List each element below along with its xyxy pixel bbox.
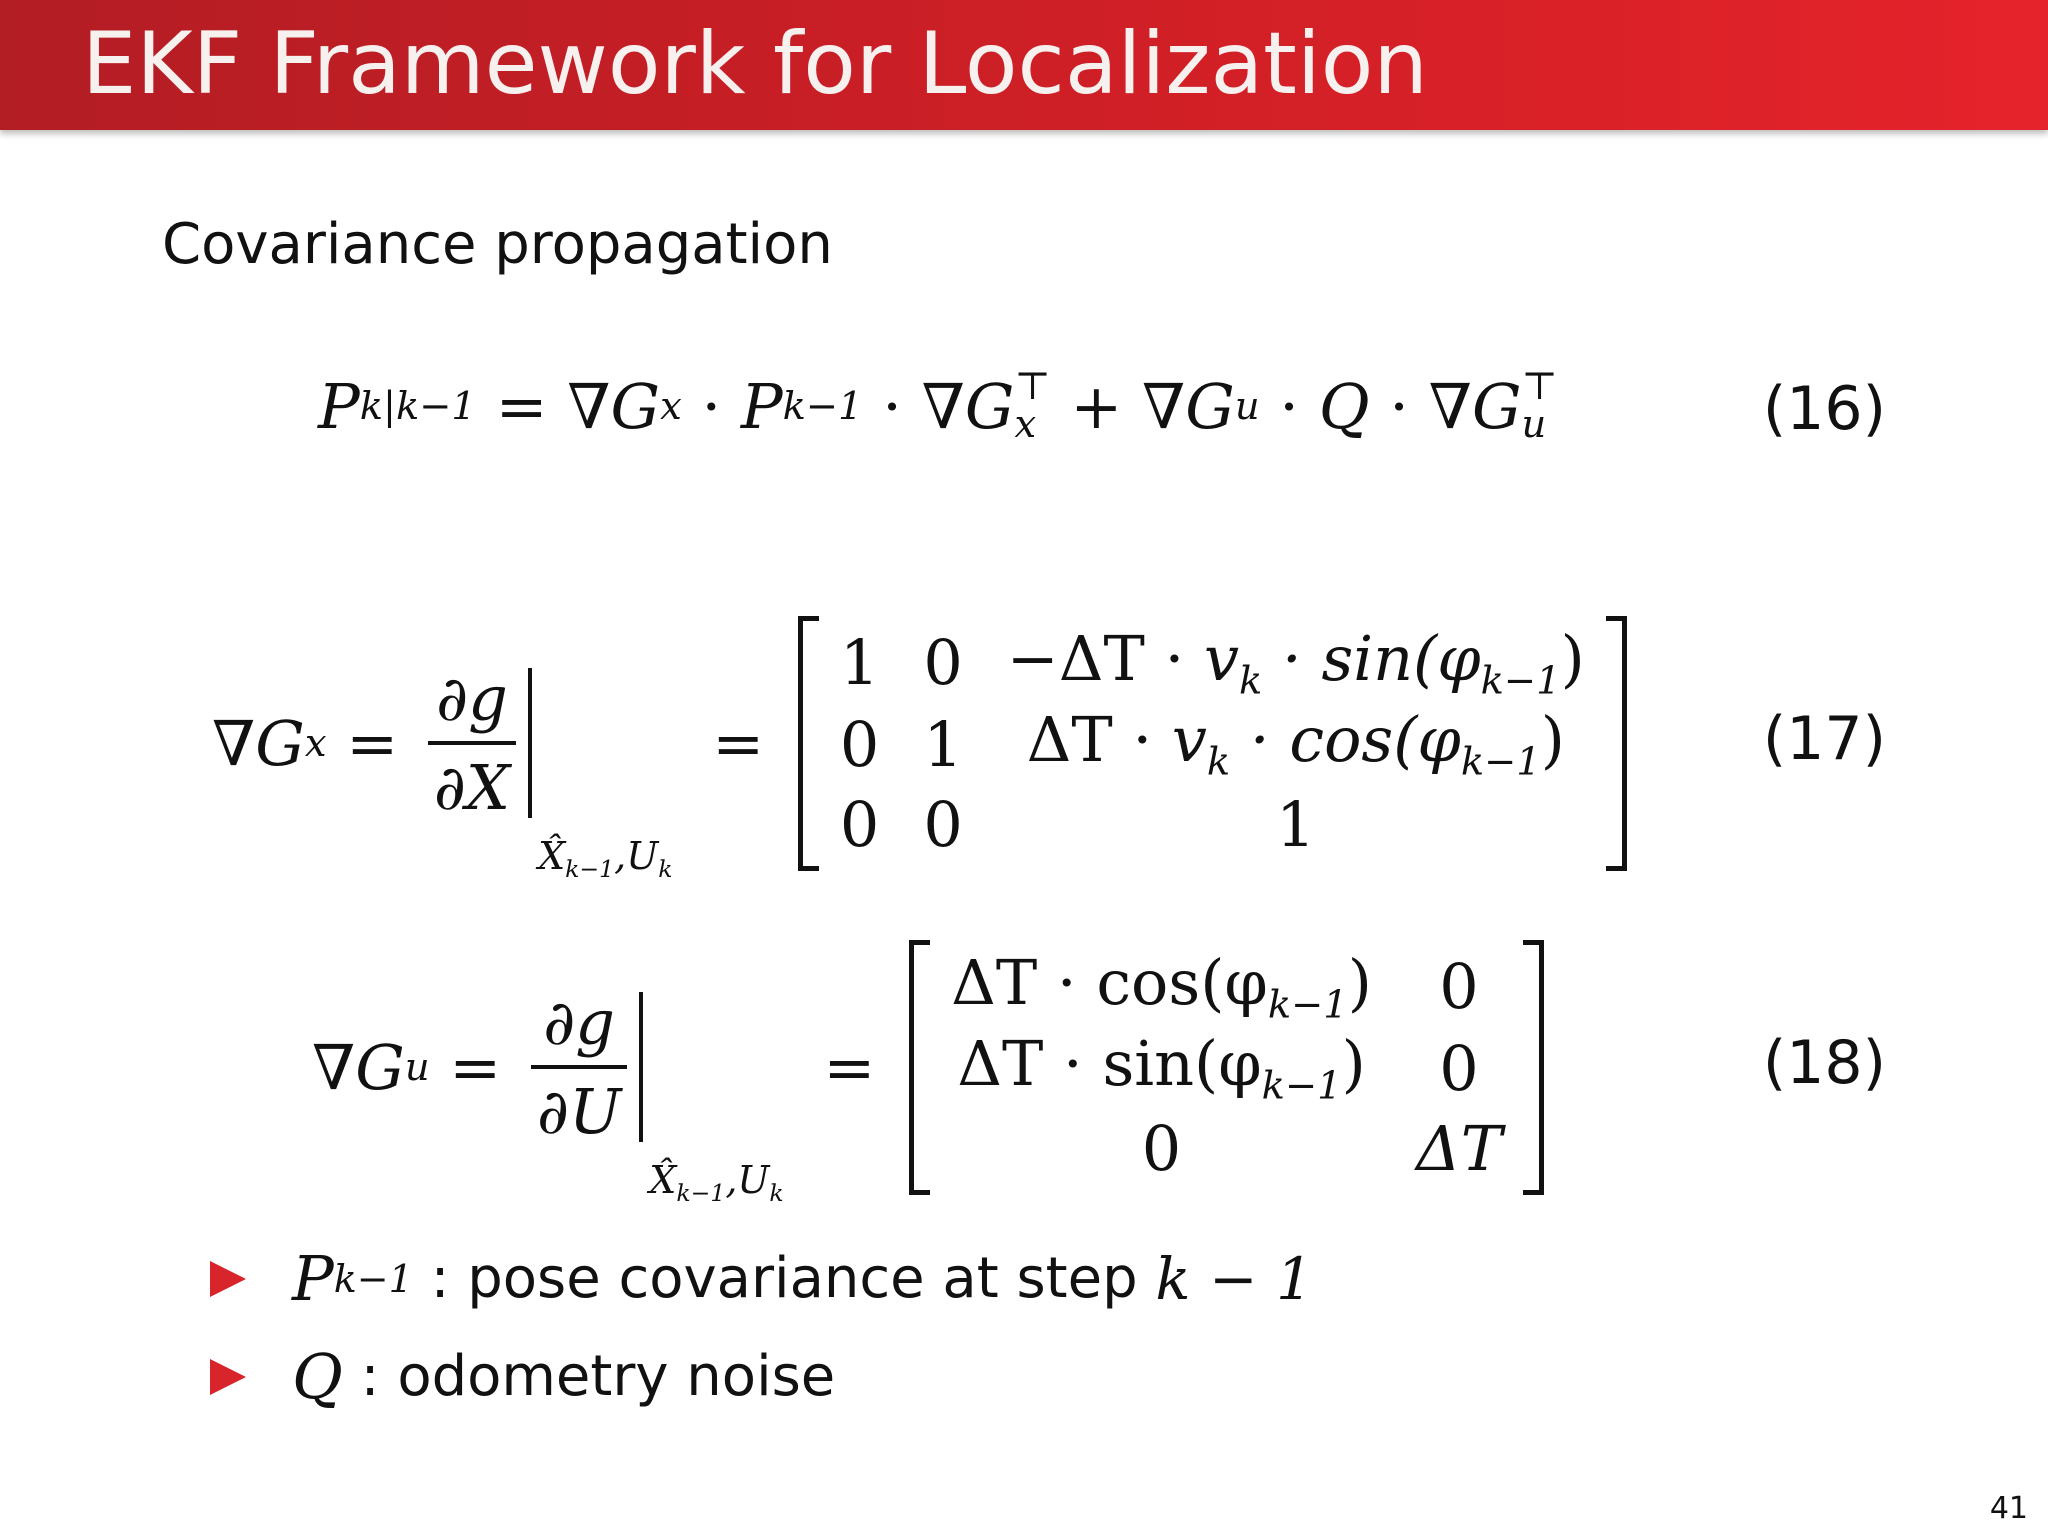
bullet-item xyxy=(210,1340,835,1413)
bullet-symbol: P xyxy=(292,1242,334,1315)
eq18-eval-point: $X̂_{k-1},U_k$ xyxy=(649,1157,784,1207)
bullet-item xyxy=(210,1242,1313,1315)
eq18-matrix xyxy=(909,946,1544,1189)
matrix-cell: $-\Delta T \cdot v_k \cdot \sin(\varphi_{k-1})$ xyxy=(1006,622,1585,704)
eq16-x-sub: x xyxy=(1014,402,1037,448)
bullet-symbol: Q xyxy=(292,1340,343,1413)
eq16-transpose: ⊤ xyxy=(1521,364,1558,409)
matrix-cell: 0 xyxy=(839,788,880,862)
matrix-cell: $\Delta T \cdot \cos(\varphi_{k-1})$ xyxy=(951,946,1372,1028)
bullet-text: pose covariance at step xyxy=(467,1246,1156,1311)
slide-title: EKF Framework for Localization xyxy=(82,14,1428,114)
eq16-Q: Q xyxy=(1318,369,1370,443)
bullet-triangle-icon xyxy=(210,1359,246,1395)
eq16-nabla-gu-sub: u xyxy=(1234,383,1260,429)
eq16-transpose: ⊤ xyxy=(1014,364,1051,409)
eq16-equals: = xyxy=(475,369,568,443)
eq17-equals: = xyxy=(326,706,418,780)
matrix-cell: 0 xyxy=(1439,1031,1479,1105)
eq18-denominator: ∂U xyxy=(531,1065,627,1148)
bullet-symbol-sub: k−1 xyxy=(333,1256,413,1301)
eq16-P2-sub: k−1 xyxy=(782,383,863,429)
eq17-eval-point: $X̂_{k-1},U_k$ xyxy=(538,833,673,883)
matrix-row xyxy=(818,703,1607,784)
matrix-cell: ΔT xyxy=(1415,1112,1503,1186)
matrix-row xyxy=(818,622,1607,703)
matrix-cell: 1 xyxy=(839,626,880,700)
eq18-equals: = xyxy=(429,1030,521,1104)
eq16-dot: · xyxy=(1259,369,1319,443)
matrix-row xyxy=(929,1109,1524,1189)
eq17-lhs: ∇G xyxy=(212,706,305,780)
matrix-row xyxy=(818,785,1607,865)
eq16-nabla-gx: ∇G xyxy=(567,369,661,443)
bullet-triangle-icon xyxy=(210,1261,246,1297)
matrix-cell: 0 xyxy=(1141,1112,1182,1186)
section-subtitle: Covariance propagation xyxy=(162,212,833,277)
matrix-cell: $\Delta T \cdot \sin(\varphi_{k-1})$ xyxy=(957,1027,1366,1109)
eq17-lhs-sub: x xyxy=(304,720,327,766)
matrix-cell: 0 xyxy=(923,788,963,862)
equation-16 xyxy=(318,364,1558,448)
eq17-fraction xyxy=(428,662,516,824)
eq18-fraction xyxy=(531,986,627,1148)
eq18-eval-bar xyxy=(639,992,643,1142)
matrix-cell: 0 xyxy=(923,626,963,700)
eq17-eval-bar xyxy=(528,668,532,818)
bullet-separator: : xyxy=(412,1246,468,1311)
bullet-tail: k − 1 xyxy=(1155,1244,1313,1313)
eq16-P2: P xyxy=(740,369,783,443)
eq16-nabla-gx-t: ∇G xyxy=(921,369,1015,443)
eq16-nabla-gx-sub: x xyxy=(660,383,682,429)
eq17-matrix xyxy=(798,622,1627,865)
eq16-P-sub: k|k−1 xyxy=(359,383,476,429)
matrix-row xyxy=(929,1027,1524,1108)
equation-18 xyxy=(312,946,1558,1207)
eq18-equals-2: = xyxy=(803,1030,896,1104)
eq17-denominator: ∂X xyxy=(428,741,516,824)
equation-number-17: (17) xyxy=(1762,704,1886,774)
eq16-u-sub: u xyxy=(1521,402,1547,448)
eq16-nabla-gu: ∇G xyxy=(1141,369,1235,443)
matrix-cell: 1 xyxy=(923,707,963,781)
slide-header xyxy=(0,0,2048,130)
page-number: 41 xyxy=(1989,1491,2028,1526)
eq18-numerator: ∂g xyxy=(543,986,615,1060)
matrix-cell: $\Delta T \cdot v_k \cdot \cos(\varphi_{k-1})$ xyxy=(1026,703,1565,785)
eq16-plus: + xyxy=(1050,369,1142,443)
matrix-cell: 1 xyxy=(1276,788,1316,862)
eq16-dot: · xyxy=(862,369,922,443)
eq16-nabla-gu-t: ∇G xyxy=(1428,369,1522,443)
eq16-dot: · xyxy=(1369,369,1429,443)
eq16-dot: · xyxy=(681,369,741,443)
eq18-lhs: ∇G xyxy=(312,1030,405,1104)
equation-number-16: (16) xyxy=(1762,374,1886,444)
eq17-numerator: ∂g xyxy=(436,662,508,736)
eq17-equals-2: = xyxy=(692,706,784,780)
matrix-cell: 0 xyxy=(1439,950,1479,1024)
eq18-lhs-sub: u xyxy=(404,1044,430,1090)
bullet-separator: : xyxy=(342,1344,398,1409)
eq16-P: P xyxy=(318,369,360,443)
matrix-cell: 0 xyxy=(839,707,880,781)
equation-17 xyxy=(212,622,1641,883)
bullet-text: odometry noise xyxy=(397,1344,836,1409)
equation-number-18: (18) xyxy=(1762,1028,1886,1098)
matrix-row xyxy=(929,946,1524,1027)
